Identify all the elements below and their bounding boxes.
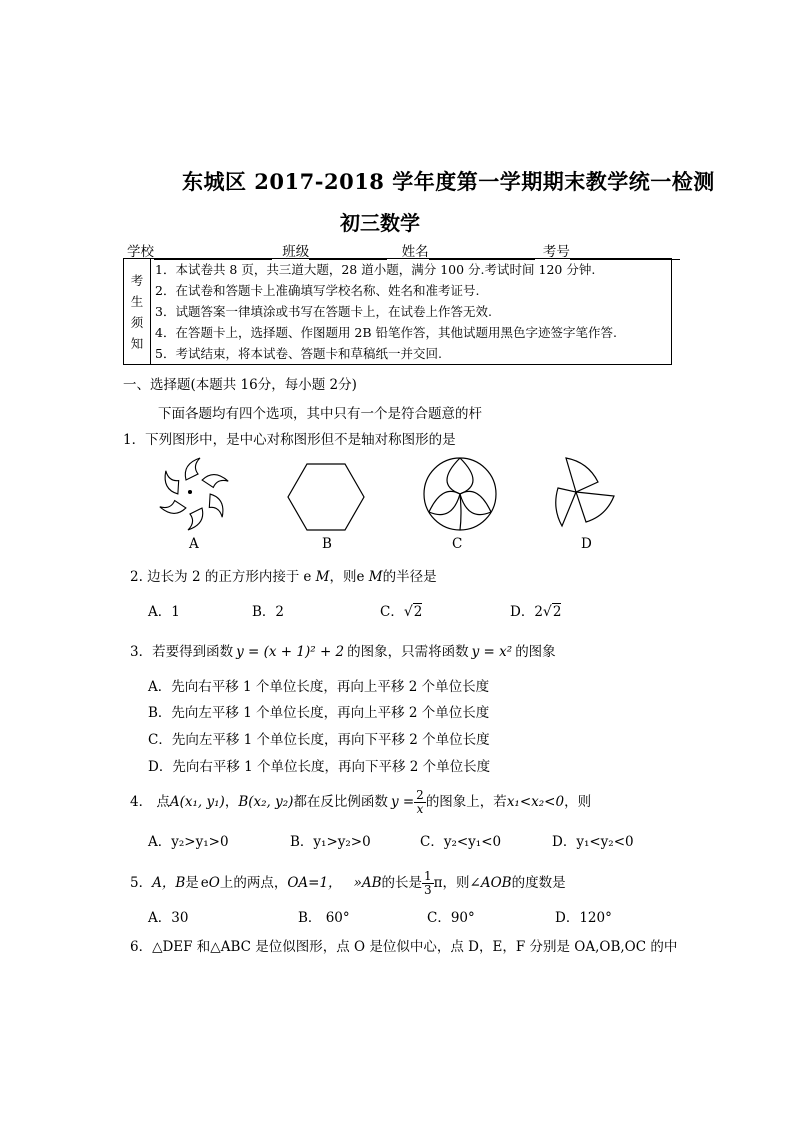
q2-stem-text: ，则 — [329, 569, 357, 585]
q1-label-c: C — [452, 536, 463, 552]
name-label: 姓名 — [401, 244, 429, 260]
sqrt-sign: √ — [403, 604, 413, 620]
q2-var: M — [315, 569, 330, 585]
circle-symbol: e — [356, 569, 365, 585]
q4-condition: x₁<x₂<0 — [506, 794, 565, 810]
q3-option-a: A．先向右平移 1 个单位长度，再向上平移 2 个单位长度 — [148, 679, 490, 695]
q5-pi: π — [433, 875, 443, 891]
q2-stem-text: 的半径是 — [382, 569, 437, 585]
q5-stem-text: 的度数是 — [511, 875, 566, 891]
q1-stem: 1．下列图形中，是中心对称图形但不是轴对称图形的是 — [123, 432, 456, 448]
q5-arc: »AB — [353, 875, 382, 891]
notice-header-char: 须 — [130, 314, 144, 330]
q4-stem-text: 4． 点 — [130, 794, 170, 810]
q5-option-a: A．30 — [148, 910, 189, 926]
q4-frac-den — [414, 803, 426, 816]
notice-item: 2．在试卷和答题卡上准确填写学校名称、姓名和准考证号. — [155, 283, 480, 298]
exam-subtitle: 初三数学 — [340, 211, 420, 235]
q3-stem — [130, 640, 556, 660]
q4-stem-text: 都在反比例函数 — [293, 794, 388, 810]
notice-item: 4．在答题卡上，选择题、作图题用 2B 铅笔作答，其他试题用黑色字迹签字笔作答. — [155, 325, 618, 340]
q5-option-b: B． 60° — [298, 910, 350, 926]
q4-point-b: B(x₂, y₂) — [238, 794, 294, 810]
q3-option-d: D．先向右平移 1 个单位长度，再向下平移 2 个单位长度 — [148, 759, 491, 775]
q1-figure-c — [420, 454, 500, 534]
q4-func-lhs: y = — [390, 794, 415, 810]
q2-var: M — [368, 569, 383, 585]
notice-items — [151, 259, 672, 365]
q4-sep: ， — [224, 794, 239, 810]
circle-symbol: e — [200, 875, 209, 891]
exam-no-label: 考号 — [542, 244, 570, 260]
notice-item: 5．考试结束，将本试卷、答题卡和草稿纸一并交回. — [155, 346, 442, 361]
notice-item: 1．本试卷共 8 页，共三道大题，28 道小题，满分 100 分.考试时间 120 分钟. — [155, 262, 596, 277]
notice-header-char: 生 — [130, 293, 144, 309]
q2-option-c-radicand: 2 — [413, 604, 423, 620]
notice-header — [124, 259, 151, 365]
q2-option-c — [380, 600, 422, 620]
q5-vars: A，B — [152, 875, 186, 891]
q5-stem-text: 5． — [130, 875, 153, 891]
sqrt-sign: √ — [542, 604, 552, 620]
q2-option-d — [510, 600, 561, 620]
q2-option-a: A．1 — [148, 604, 180, 620]
q5-condition: OA=1， — [287, 875, 342, 891]
q1-label-b: B — [322, 536, 332, 552]
q5-angle: AOB — [480, 875, 512, 891]
q3-option-b: B．先向左平移 1 个单位长度，再向上平移 2 个单位长度 — [148, 705, 490, 721]
q1-label-a: A — [189, 536, 199, 552]
notice-box — [123, 258, 672, 365]
q2-stem — [130, 565, 437, 585]
circle-symbol: e — [303, 569, 312, 585]
q5-frac-den: 3 — [424, 883, 432, 897]
q3-function-1: y = (x + 1)² + 2 — [236, 644, 345, 660]
blade — [185, 458, 200, 480]
q5-center: O — [208, 875, 220, 891]
q3-option-c: C．先向左平移 1 个单位长度，再向下平移 2 个单位长度 — [148, 732, 490, 748]
q3-stem-text: 3．若要得到函数 — [130, 644, 234, 660]
q5-stem — [130, 870, 566, 897]
notice-item: 3．试题答案一律填涂或书写在答题卡上，在试卷上作答无效. — [155, 304, 492, 319]
school-label: 学校 — [127, 244, 154, 260]
exam-title: 东城区 2017-2018 学年度第一学期期末教学统一检测 — [182, 169, 715, 194]
q4-option-d: D．y₁<y₂<0 — [552, 834, 634, 850]
q3-stem-text: 的图象，只需将函数 — [347, 644, 469, 660]
q3-stem-text: 的图象 — [515, 644, 556, 660]
q5-stem-text: 上的两点， — [219, 875, 288, 891]
q2-option-b: B．2 — [252, 604, 285, 620]
info-line — [127, 240, 680, 260]
section-heading: 一、选择题(本题共 16分，每小题 2分) — [123, 377, 357, 393]
q5-stem-text: ，则∠ — [442, 875, 481, 891]
q1-figure-d — [548, 452, 620, 532]
q5-stem-text: 是 — [185, 875, 199, 891]
q4-stem-text: ，则 — [564, 794, 592, 810]
q4-fraction — [414, 789, 426, 816]
q4-frac-den-var: x — [416, 802, 424, 816]
notice-header-char: 知 — [130, 335, 144, 351]
notice-header-char: 考 — [130, 272, 144, 288]
section-intro: 下面各题均有四个选项，其中只有一个是符合题意的杆 — [158, 406, 482, 422]
q4-frac-num: 2 — [416, 788, 424, 802]
q4-option-c: C．y₂<y₁<0 — [420, 834, 502, 850]
q2-option-d-radicand: 2 — [552, 604, 562, 620]
q1-figure-a — [150, 454, 238, 536]
q1-label-d: D — [581, 536, 592, 552]
q2-option-d-label: D．2 — [510, 604, 543, 620]
q4-stem — [130, 789, 591, 816]
q2-stem-text: 2. 边长为 2 的正方形内接于 — [130, 569, 300, 585]
q4-option-a: A．y₂>y₁>0 — [148, 834, 229, 850]
q5-option-c: C．90° — [427, 910, 475, 926]
q5-option-d: D．120° — [555, 910, 612, 926]
q4-option-b: B．y₁>y₂>0 — [290, 834, 371, 850]
q3-function-2: y = x² — [471, 644, 513, 660]
class-label: 班级 — [282, 244, 310, 260]
q4-point-a: A(x₁, y₁) — [169, 794, 225, 810]
q5-stem-text: 的长是 — [381, 875, 422, 891]
q1-figure-b — [286, 462, 366, 532]
q6-stem: 6．△DEF 和△ABC 是位似图形，点 O 是位似中心，点 D，E，F 分别是 OA,OB,OC 的中 — [130, 939, 678, 955]
q4-stem-text: 的图象上，若 — [425, 794, 507, 810]
q2-option-c-label: C． — [380, 604, 404, 620]
q5-fraction — [422, 870, 434, 897]
q5-frac-num: 1 — [424, 869, 432, 883]
